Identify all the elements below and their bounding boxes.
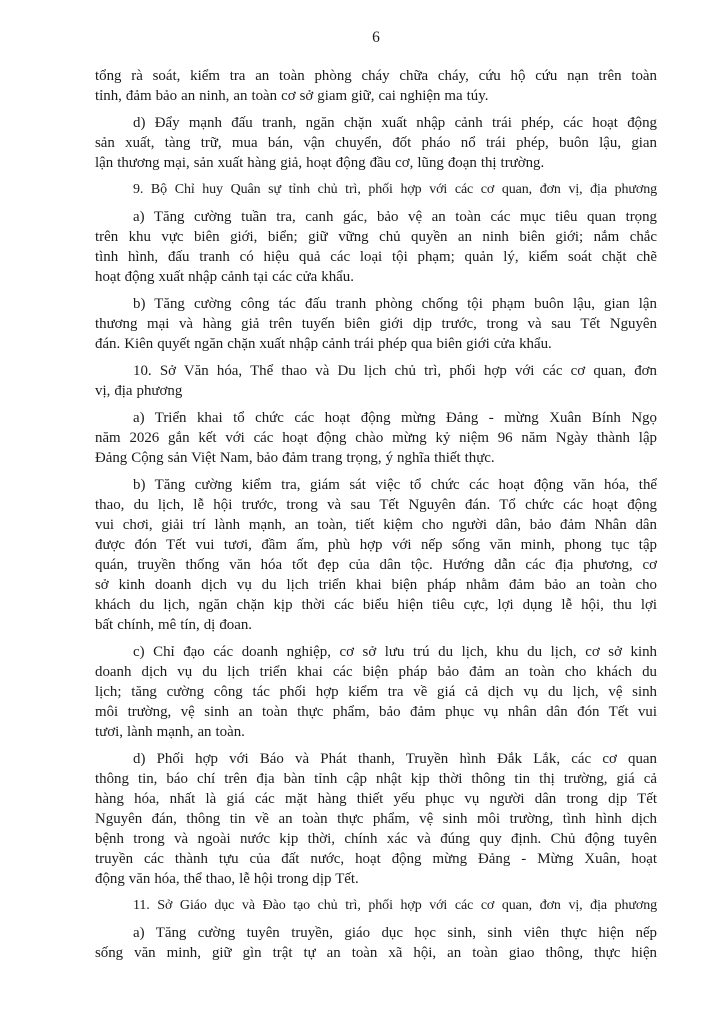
text-line: b) Tăng cường công tác đấu tranh phòng chống tội phạm buôn lậu, gian lận: [133, 296, 657, 312]
text-line: tươi, lành mạnh, an toàn.: [95, 724, 245, 740]
document-body: [95, 66, 657, 963]
text-line: đán. Kiên quyết ngăn chặn xuất nhập cảnh trái phép qua biên giới cửa khẩu.: [95, 336, 552, 352]
text-line: thao, du lịch, lễ hội trước, trong và sau Tết Nguyên đán. Tổ chức các hoạt động: [95, 497, 657, 513]
text-line: được đón Tết vui tươi, đầm ấm, phù hợp với nếp sống văn minh, phong tục tập: [95, 537, 657, 553]
text-line: quán, truyền thống văn hóa tốt đẹp của dân tộc. Hướng dẫn các địa phương, cơ: [95, 557, 657, 573]
text-line: doanh dịch vụ du lịch triển khai các biện pháp bảo đảm an toàn cho khách du: [95, 664, 657, 680]
text-line: d) Đẩy mạnh đấu tranh, ngăn chặn xuất nhập cảnh trái phép, các hoạt động: [133, 115, 657, 131]
text-line: lận thương mại, sản xuất hàng giả, hoạt động đầu cơ, lũng đoạn thị trường.: [95, 155, 545, 171]
text-line: bệnh trong và ngoài nước kịp thời, chính xác và đúng quy định. Chủ động tuyên: [95, 831, 657, 847]
paragraph: [95, 408, 657, 468]
paragraph: [95, 475, 657, 635]
paragraph: [95, 361, 657, 401]
text-line: 11. Sở Giáo dục và Đào tạo chủ trì, phối hợp với các cơ quan, đơn vị, địa phương: [133, 898, 657, 913]
text-line: khách du lịch, ngăn chặn kịp thời các biểu hiện tiêu cực, lợi dụng lễ hội, thu lợi: [95, 597, 657, 613]
text-line: Đảng Cộng sản Việt Nam, bảo đảm trang trọng, ý nghĩa thiết thực.: [95, 450, 495, 466]
text-line: b) Tăng cường kiểm tra, giám sát việc tổ chức các hoạt động văn hóa, thể: [133, 477, 657, 493]
paragraph: [95, 66, 657, 106]
text-line: môi trường, vệ sinh an toàn thực phẩm, bảo đảm phục vụ nhân dân đón Tết vui: [95, 704, 657, 720]
text-line: a) Tăng cường tuần tra, canh gác, bảo vệ an toàn các mục tiêu quan trọng: [133, 209, 657, 225]
text-line: a) Tăng cường tuyên truyền, giáo dục học sinh, sinh viên thực hiện nếp: [133, 925, 657, 941]
text-line: tình hình, đấu tranh có hiệu quả các loại tội phạm; quản lý, kiểm soát chặt chẽ: [95, 249, 657, 265]
paragraph: [95, 207, 657, 287]
text-line: trên khu vực biên giới, biển; giữ vững chủ quyền an ninh biên giới; nắm chắc: [95, 229, 657, 245]
text-line: sản xuất, tàng trữ, mua bán, vận chuyển, đốt pháo nổ trái phép, buôn lậu, gian: [95, 135, 657, 151]
text-line: sống văn minh, giữ gìn trật tự an toàn xã hội, an toàn giao thông, thực hiện: [95, 945, 657, 961]
text-line: động văn hóa, thể thao, lễ hội trong dịp Tết.: [95, 871, 359, 887]
text-line: truyền các thành tựu của đất nước, hoạt động mừng Đảng - Mừng Xuân, hoạt: [95, 851, 657, 867]
paragraph: [95, 294, 657, 354]
text-line: năm 2026 gắn kết với các hoạt động chào mừng kỷ niệm 96 năm Ngày thành lập: [95, 430, 657, 446]
paragraph: [95, 749, 657, 889]
paragraph: [95, 923, 657, 963]
text-line: bất chính, mê tín, dị đoan.: [95, 617, 252, 633]
text-line: a) Triển khai tổ chức các hoạt động mừng Đảng - mừng Xuân Bính Ngọ: [133, 410, 657, 426]
page-number: 6: [372, 29, 380, 46]
text-line: 9. Bộ Chỉ huy Quân sự tỉnh chủ trì, phối hợp với các cơ quan, đơn vị, địa phương: [133, 182, 657, 197]
paragraph: [95, 180, 657, 200]
text-line: hoạt động xuất nhập cảnh tại các cửa khẩu.: [95, 269, 354, 285]
text-line: sở kinh doanh dịch vụ du lịch triển khai biện pháp nhằm đảm bảo an toàn cho: [95, 577, 657, 593]
text-line: c) Chỉ đạo các doanh nghiệp, cơ sở lưu trú du lịch, khu du lịch, cơ sở kinh: [133, 644, 657, 660]
text-line: vui chơi, giải trí lành mạnh, an toàn, tiết kiệm cho người dân, bảo đảm Nhân dân: [95, 517, 657, 533]
text-line: hàng hóa, nhất là giá các mặt hàng thiết yếu phục vụ người dân trong dịp Tết: [95, 791, 657, 807]
text-line: Nguyên đán, thông tin về an toàn thực phẩm, vệ sinh môi trường, tình hình dịch: [95, 811, 657, 827]
paragraph: [95, 113, 657, 173]
text-line: tổng rà soát, kiểm tra an toàn phòng cháy chữa cháy, cứu hộ cứu nạn trên toàn: [95, 68, 657, 84]
text-line: d) Phối hợp với Báo và Phát thanh, Truyền hình Đắk Lắk, các cơ quan: [133, 751, 657, 767]
text-line: tỉnh, đảm bảo an ninh, an toàn cơ sở giam giữ, cai nghiện ma túy.: [95, 88, 489, 104]
text-line: 10. Sở Văn hóa, Thể thao và Du lịch chủ trì, phối hợp với các cơ quan, đơn: [133, 363, 657, 379]
paragraph: [95, 642, 657, 742]
paragraph: [95, 896, 657, 916]
text-line: lịch; tăng cường công tác phối hợp kiểm tra về giá cả dịch vụ du lịch, vệ sinh: [95, 684, 657, 700]
text-line: thông tin, báo chí trên địa bàn tỉnh cập nhật kịp thời thông tin thị trường, giá cả: [95, 771, 657, 787]
text-line: vị, địa phương: [95, 383, 183, 399]
text-line: thương mại và hàng giả trên tuyến biên giới dịp trước, trong và sau Tết Nguyên: [95, 316, 657, 332]
